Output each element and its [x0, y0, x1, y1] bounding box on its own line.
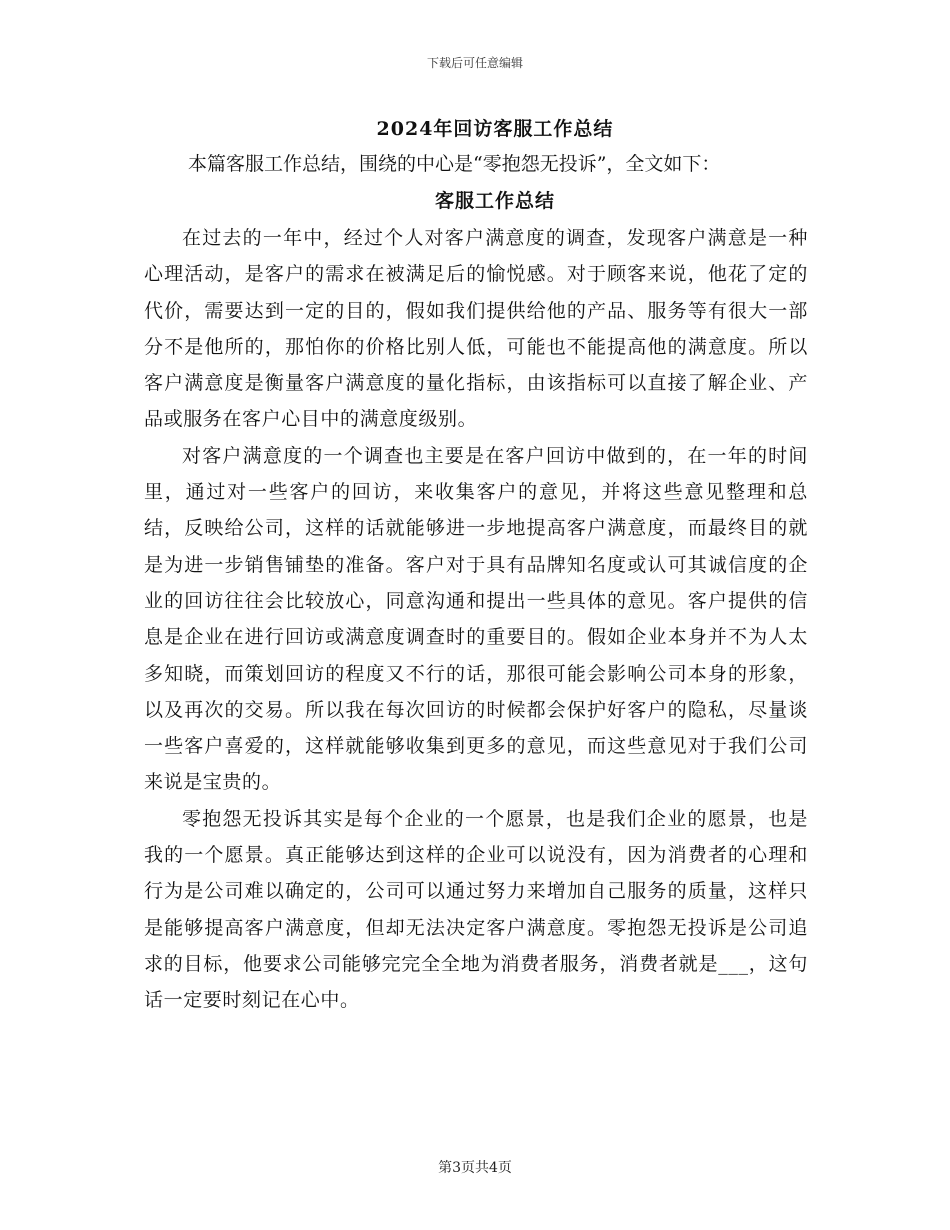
page-number: 第3页共4页	[438, 1160, 512, 1176]
download-note: 下载后可任意编辑	[426, 56, 523, 70]
body-text	[144, 220, 808, 1019]
paragraph-1: 在过去的一年中，经过个人对客户满意度的调查，发现客户满意是一种心理活动，是客户的需求在被满足后的愉悦感。对于顾客来说，他花了定的代价，需要达到一定的目的，假如我们提供给他的产品、服务等有很大一部分不是他所的，那怕你的价格比别人低，可能也不能提高他的满意度。所以客户满意度是衡量客户满意度的量化指标，由该指标可以直接了解企业、产品或服务在客户心目中的满意度级别。	[144, 227, 808, 431]
document-title: 2024年回访客服工作总结	[376, 118, 614, 140]
paragraph-2: 对客户满意度的一个调查也主要是在客户回访中做到的，在一年的时间里，通过对一些客户的回访，来收集客户的意见，并将这些意见整理和总结，反映给公司，这样的话就能够进一步地提高客户满意度，而最终目的就是为进一步销售铺垫的准备。客户对于具有品牌知名度或认可其诚信度的企业的回访往往会比较放心，同意沟通和提出一些具体的意见。客户提供的信息是企业在进行回访或满意度调查时的重要目的。假如企业本身并不为人太多知晓，而策划回访的程度又不行的话，那很可能会影响公司本身的形象，以及再次的交易。所以我在每次回访的时候都会保护好客户的隐私，尽量谈一些客户喜爱的，这样就能够收集到更多的意见，而这些意见对于我们公司来说是宝贵的。	[144, 444, 808, 794]
paragraph-3: 零抱怨无投诉其实是每个企业的一个愿景，也是我们企业的愿景，也是我的一个愿景。真正能够达到这样的企业可以说没有，因为消费者的心理和行为是公司难以确定的，公司可以通过努力来增加自己服务的质量，这样只是能够提高客户满意度，但却无法决定客户满意度。零抱怨无投诉是公司追求的目标，他要求公司能够完完全全地为消费者服务，消费者就是___，这句话一定要时刻记在心中。	[144, 807, 808, 1012]
intro-line: 本篇客服工作总结，围绕的中心是“零抱怨无投诉”，全文如下：	[188, 153, 721, 175]
section-title: 客服工作总结	[434, 190, 555, 212]
